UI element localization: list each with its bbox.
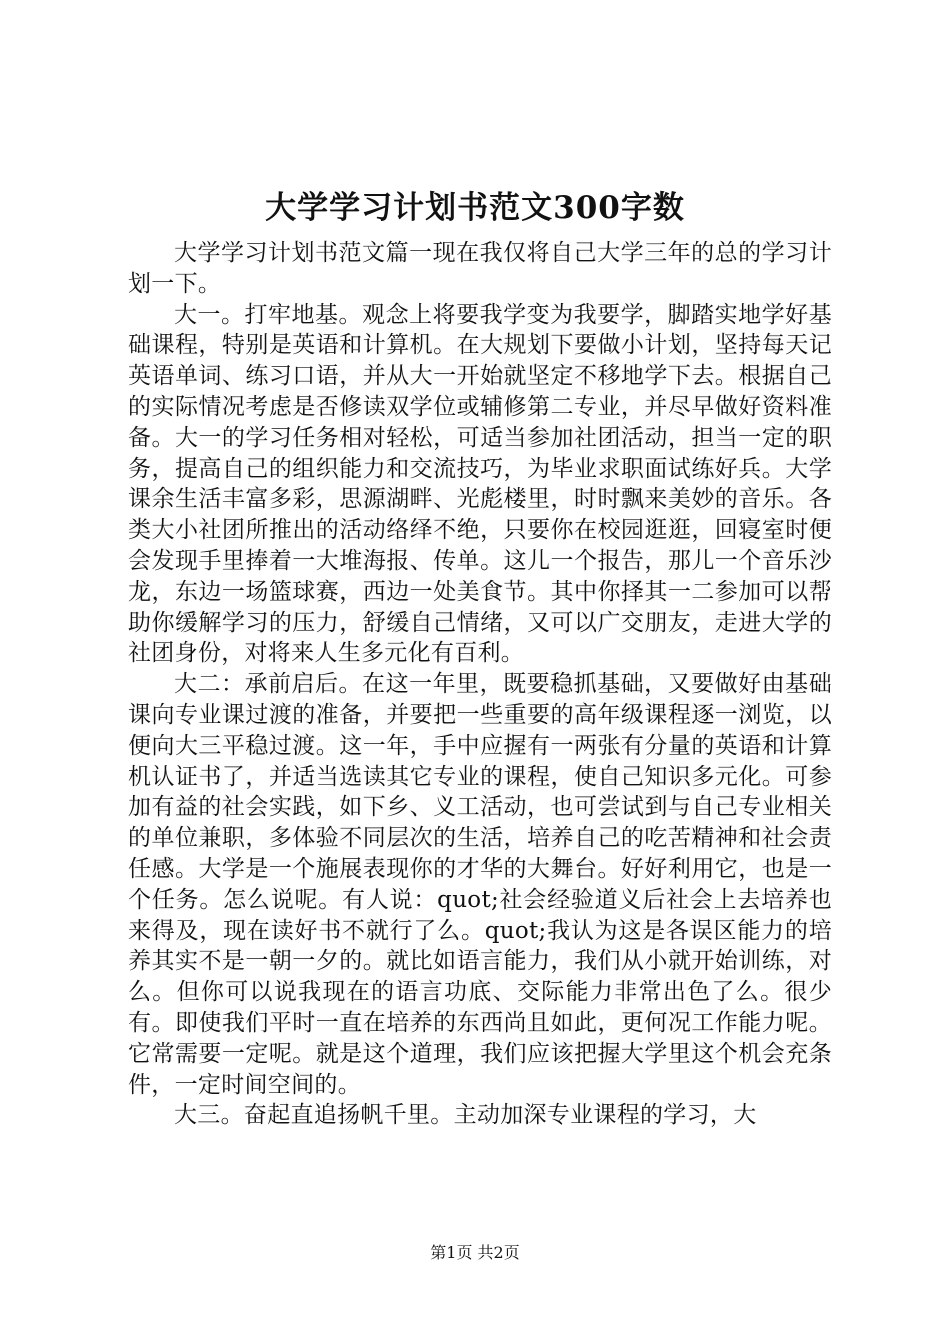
document-body [128, 238, 832, 1131]
paragraph-intro: 大学学习计划书范文篇一现在我仅将自己大学三年的总的学习计划一下。 [128, 240, 832, 297]
page-footer: 第1页 共2页 [430, 1243, 520, 1262]
paragraph-year-two: 大二：承前启后。在这一年里，既要稳抓基础，又要做好由基础课向专业课过渡的准备，并要把一些重要的高年级课程逐一浏览，以便向大三平稳过渡。这一年，手中应握有一两张有分量的英语和计算机认证书了，并适当选读其它专业的课程，使自己知识多元化。可参加有益的社会实践，如下乡、义工活动，也可尝试到与自己专业相关的单位兼职，多体验不同层次的生活，培养自己的吃苦精神和社会责任感。大学是一个施展表现你的才华的大舞台。好好利用它，也是一个任务。怎么说呢。有人说：quot;社会经验道义后社会上去培养也来得及，现在读好书不就行了么。quot;我认为这是各误区能力的培养其实不是一朝一夕的。就比如语言能力，我们从小就开始训练，对么。但你可以说我现在的语言功底、交际能力非常出色了么。很少有。即使我们平时一直在培养的东西尚且如此，更何况工作能力呢。它常需要一定呢。就是这个道理，我们应该把握大学里这个机会充条件，一定时间空间的。 [128, 671, 832, 1098]
document-title: 大学学习计划书范文300字数 [265, 190, 685, 226]
paragraph-year-three: 大三。奋起直追扬帆千里。主动加深专业课程的学习，大 [174, 1102, 757, 1129]
paragraph-year-one: 大一。打牢地基。观念上将要我学变为我要学，脚踏实地学好基础课程，特别是英语和计算机。在大规划下要做小计划，坚持每天记英语单词、练习口语，并从大一开始就坚定不移地学下去。根据自己的实际情况考虑是否修读双学位或辅修第二专业，并尽早做好资料准备。大一的学习任务相对轻松，可适当参加社团活动，担当一定的职务，提高自己的组织能力和交流技巧，为毕业求职面试练好兵。大学课余生活丰富多彩，思源湖畔、光彪楼里，时时飘来美妙的音乐。各类大小社团所推出的活动络绎不绝，只要你在校园逛逛，回寝室时便会发现手里捧着一大堆海报、传单。这儿一个报告，那儿一个音乐沙龙，东边一场篮球赛，西边一处美食节。其中你择其一二参加可以帮助你缓解学习的压力，舒缓自己情绪，又可以广交朋友，走进大学的社团身份，对将来人生多元化有百利。 [128, 301, 832, 667]
